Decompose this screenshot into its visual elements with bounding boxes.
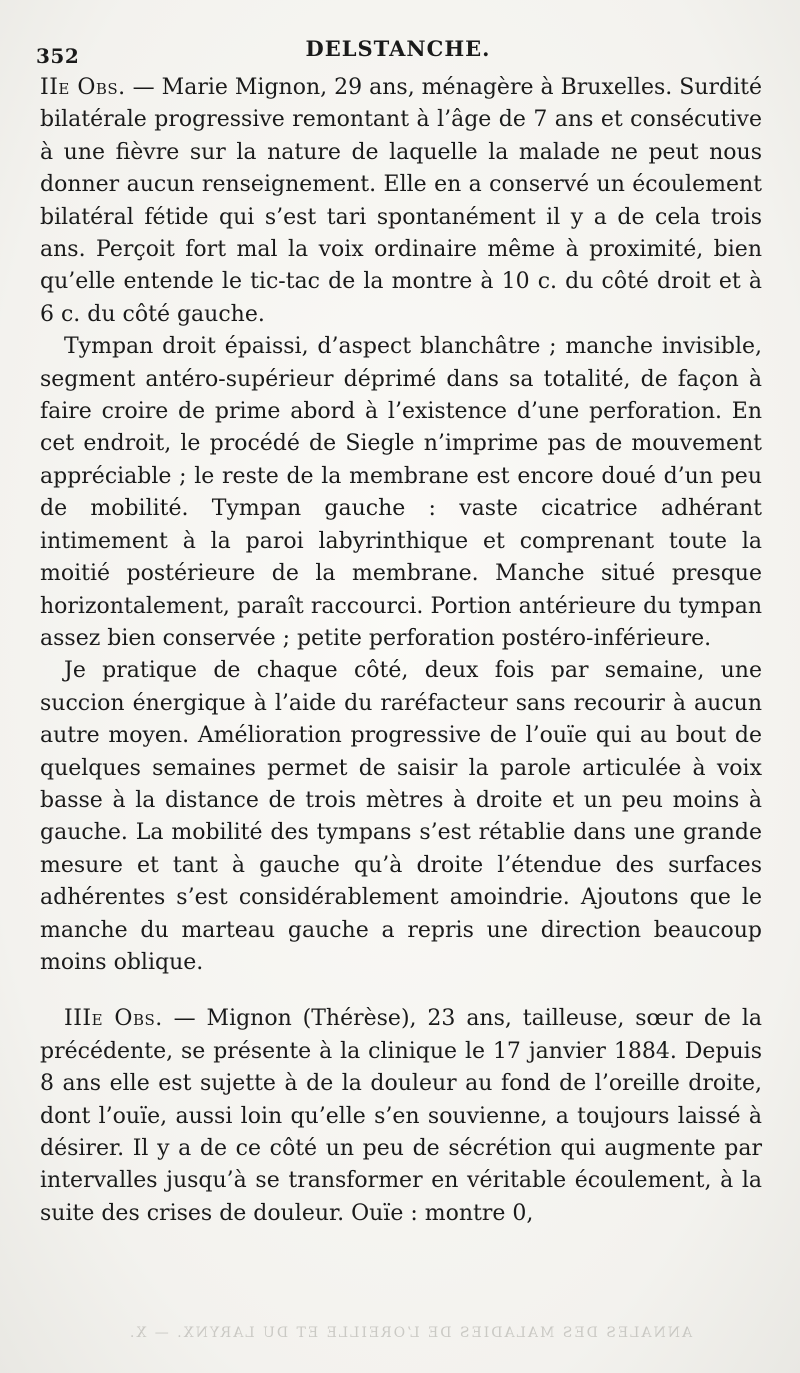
observation-2-paragraph-2: Tympan droit épaissi, d’aspect blanchâtre ; manche invisible, segment antéro-supérieur déprimé dans sa totalité, de façon à faire croire de prime abord à l’existence d’une perforation. En cet endroit, le procédé de Siegle n’imprime pas de mouvement appréciable ; le reste de la membrane est encore doué d’un peu de mobilité. Tympan gauche : vaste cicatrice adhérant intimement à la paroi labyrinthique et comprenant toute la moitié postérieure de la membrane. Manche situé presque horizontalement, paraît raccourci. Portion antérieure du tympan assez bien conservée ; petite perforation postéro-inférieure. <box>40 334 762 651</box>
observation-3-paragraph-1 <box>40 1003 762 1230</box>
page-header <box>36 36 760 70</box>
observation-2-text: — Marie Mignon, 29 ans, ménagère à Bruxelles. Surdité bilatérale progressive remontant à l’âge de 7 ans et consécutive à une fièvre sur la nature de laquelle la malade ne peut nous donner aucun renseignement. Elle en a conservé un écoulement bilatéral fétide qui s’est tari spontanément il y a de cela trois ans. Perçoit fort mal la voix ordinaire même à proximité, bien qu’elle entende le tic-tac de la montre à 10 c. du côté droit et à 6 c. du côté gauche. <box>40 75 763 327</box>
observation-3-label: IIIe Obs. <box>64 1006 163 1032</box>
body-text <box>40 72 762 1230</box>
page-number: 352 <box>36 44 80 68</box>
footer-bleed-through: ANNALES DES MALADIES DE L’OREILLE ET DU LARYNX. — X. <box>127 1325 693 1341</box>
running-head: DELSTANCHE. <box>305 36 491 61</box>
observation-2-label: IIe Obs. <box>40 75 126 100</box>
observation-3-text: — Mignon (Thérèse), 23 ans, tailleuse, sœur de la précédente, se présente à la clinique le 17 janvier 1884. Depuis 8 ans elle est sujette à de la douleur au fond de l’oreille droite, dont l’ouïe, aussi loin qu’elle s’en souvienne, a toujours laissé à désirer. Il y a de ce côté un peu de sécrétion qui augmente par intervalles jusqu’à se transformer en véritable écoulement, à la suite des crises de douleur. Ouïe : montre 0, <box>40 1006 763 1226</box>
observation-2-paragraph-1 <box>40 72 762 331</box>
observation-2-paragraph-3: Je pratique de chaque côté, deux fois par semaine, une succion énergique à l’aide du raréfacteur sans recourir à aucun autre moyen. Amélioration progressive de l’ouïe qui au bout de quelques semaines permet de saisir la parole articulée à voix basse à la distance de trois mètres à droite et un peu moins à gauche. La mobilité des tympans s’est rétablie dans une grande mesure et tant à gauche qu’à droite l’étendue des surfaces adhérentes s’est considérablement amoindrie. Ajoutons que le manche du marteau gauche a repris une direction beaucoup moins oblique. <box>40 658 762 975</box>
